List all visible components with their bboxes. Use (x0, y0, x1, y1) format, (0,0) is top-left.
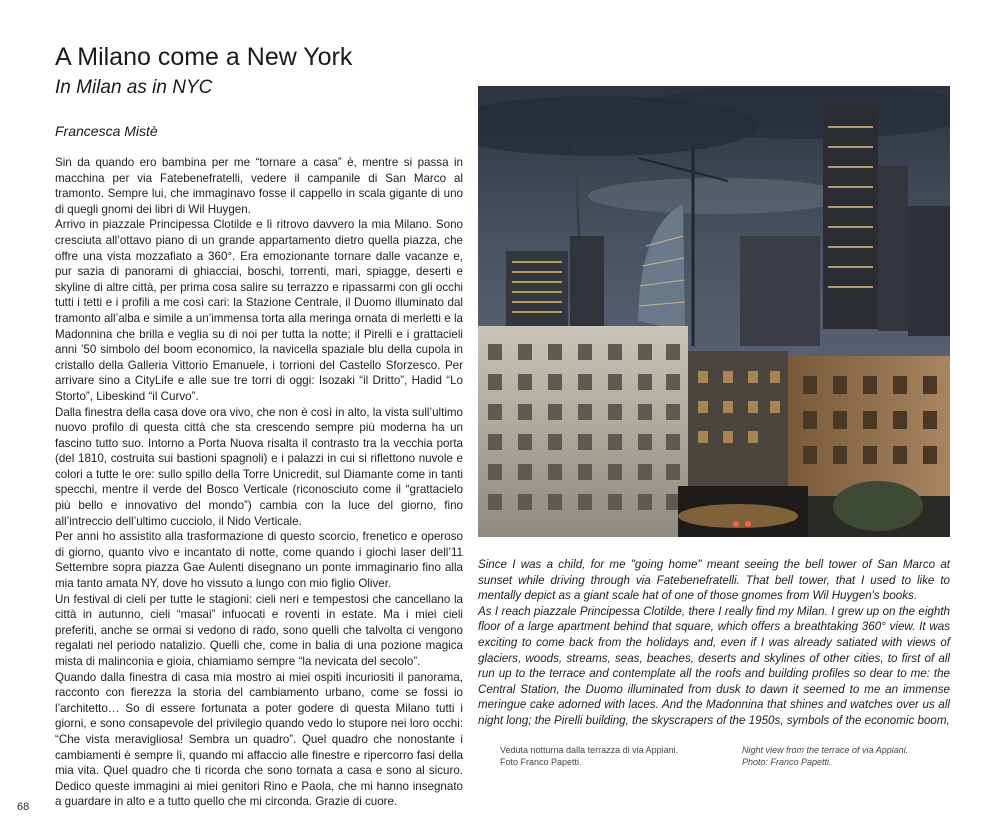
paragraph: Per anni ho assistito alla trasformazione di questo scorcio, frenetico e operoso di giorno, quanto vivo e incantato di notte, come quando i giochi laser dell’11 Settembre sopra piazza Gae Aulenti disegnano un ponte immaginario fino alla mia tanto amata NY, dove ho vissuto a lungo con mio figlio Oliver. (55, 530, 463, 591)
caption-english (742, 745, 962, 768)
paragraph: Dalla finestra della casa dove ora vivo, che non è così in alto, la vista sull’ultimo nuovo profilo di questa città che sta crescendo sempre più moderna ha un fascino tutto suo. Intorno a Porta Nuova risalta il contrasto tra la vecchia porta (del 1810, costruita sui bastioni spagnoli) e i palazzi in cui si riflettono nuvole e colori a tutte le ore: sullo spillo della Torre Unicredit, sul Diamante come in tanti specchi, mentre il verde del Bosco Verticale (riconosciuto come il “grattacielo più bello e innovativo del mondo”) cambia con la luce del giorno, fino all’intreccio dell’ultimo cucciolo, il Nido Verticale. (55, 405, 463, 528)
author-name: Francesca Mistè (55, 123, 158, 139)
page-number: 68 (17, 801, 30, 813)
english-body-text (478, 557, 950, 729)
paragraph: Since I was a child, for me "going home" meant seeing the bell tower of San Marco at sunset while driving through via Fatebenefratelli. That bell tower, that I used to like to mentally depict as a giant scale hat of one of those gnomes from Wil Huygen's books. (478, 558, 950, 603)
paragraph: Sin da quando ero bambina per me “tornare a casa” è, mentre si passa in macchina per via Fatebenefratelli, vedere il campanile di San Marco al tramonto. Sempre lui, che immaginavo fosse il cappello in scala gigante di uno di quegli gnomi dei libri di Wil Huygen. (55, 156, 463, 216)
paragraph: As I reach piazzale Principessa Clotilde, there I really find my Milan. I grew up on the eighth floor of a large apartment behind that square, which offers a breathtaking 360° view. It was exciting to come back from the holidays and, even if I was already satiated with views of glaciers, woods, streams, seas, beaches, deserts and skylines of other cities, to first of all run up to the terrace and contemplate all the roofs and building profiles so dear to me: the Central Station, the Duomo illuminated from dusk to dawn it seemed to me an immense meringue cake adorned with laces. And the Madonnina that shines and watches over us all night long; the Pirelli building, the skyscrapers of the 1950s, symbols of the economic boom, (478, 604, 950, 727)
caption-italian (500, 745, 720, 768)
article-title: A Milano come a New York (55, 43, 353, 71)
caption-line: Foto Franco Papetti. (500, 756, 582, 767)
paragraph: Quando dalla finestra di casa mia mostro ai miei ospiti incuriositi il panorama, racconto con fierezza la storia del cambiamento urbano, come se fossi io l’architetto… So di essere fortunata a poter godere di questa Milano tutti i giorni, e sono consapevole del privilegio quando vedo lo stupore nei loro occhi: “Che vista meravigliosa! Sembra un quadro”. Quel quadro che nonostante i cambiamenti è sempre lì, quando mi affaccio alle finestre e ripercorro fasi della mia vita. Quel quadro che ti ricorda che sono tornata a casa e sono al sicuro. Dedico queste immagini ai miei genitori Rino e Paola, che mi hanno insegnato a guardare in alto e a tutto quello che mi circonda. Grazie di cuore. (55, 670, 463, 809)
paragraph: Arrivo in piazzale Principessa Clotilde e lì ritrovo davvero la mia Milano. Sono cresciuta all’ottavo piano di un grande appartamento dietro quella piazza, che offre una vista mozzafiato a 360°. Era emozionante tornare dalle vacanze e, pur sazia di panorami di ghiacciai, boschi, torrenti, mari, spiagge, deserti e skyline di altre città, per prima cosa salire su terrazzo e ripassarmi con gli occhi tutti i tetti e i profili a me così cari: la Stazione Centrale, il Duomo illuminato dal tramonto all’alba e simile a un’immensa torta alla meringa ornata di merletti e la Madonnina che brilla e veglia su di noi per tutta la notte; il Pirelli e i grattacieli anni ’50 simbolo del boom economico, la navicella spaziale blu della cupola in cristallo della Galleria Vittorio Emanuele, i torrioni del Castello Sforzesco. Per arrivare sino a CityLife e alle sue tre torri di oggi: Isozaki “il Dritto”, Hadid “Lo Storto”, Libeskind “il Curvo”. (55, 218, 463, 403)
italian-body-text (55, 155, 463, 810)
city-night-photo (478, 86, 950, 537)
caption-line: Veduta notturna dalla terrazza di via Appiani. (500, 745, 679, 755)
paragraph: Un festival di cieli per tutte le stagioni: cieli neri e tempestosi che cancellano la città in autunno, cieli “masai” infuocati e roventi in estate. Ma i miei cieli preferiti, anche se ormai si vedono di rado, sono quelli che talvolta ci vengono regalati nel periodo natalizio. Quelli che, come in balia di una pozione magica mista di malinconia e gioia, chiamiamo sempre “la nevicata del secolo”. (55, 592, 463, 668)
caption-line: Night view from the terrace of via Appiani. (742, 745, 909, 755)
article-subtitle: In Milan as in NYC (55, 77, 213, 98)
caption-line: Photo: Franco Papetti. (742, 756, 832, 767)
